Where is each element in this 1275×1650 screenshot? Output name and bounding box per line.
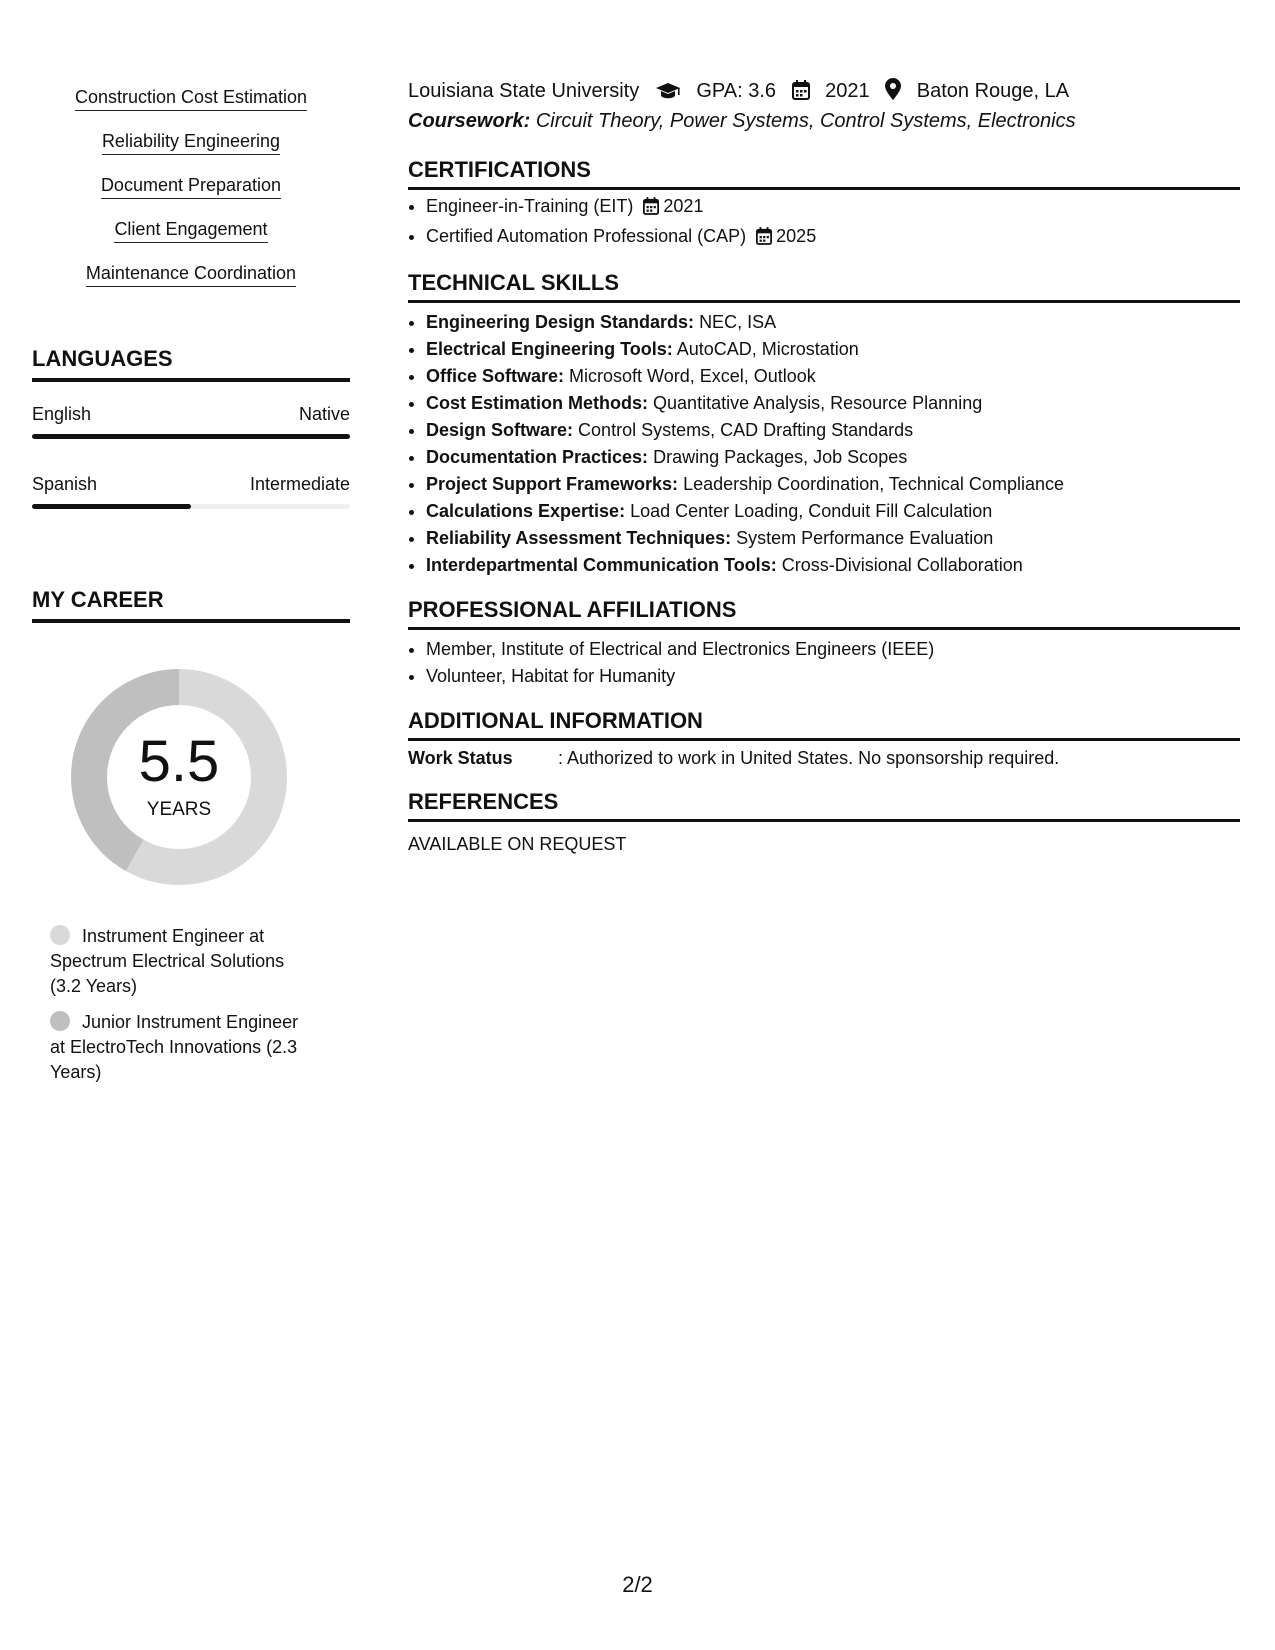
languages-heading: LANGUAGES	[32, 346, 350, 382]
skill-value: AutoCAD, Microstation	[676, 339, 859, 359]
coursework-line	[408, 110, 1076, 133]
certification-year: 2025	[776, 226, 817, 246]
skill-category: Interdepartmental Communication Tools:	[426, 555, 777, 575]
skill-category: Design Software:	[426, 420, 574, 440]
language-proficiency-bar	[32, 434, 350, 439]
career-years-unit: YEARS	[146, 799, 212, 820]
language-proficiency-bar	[32, 504, 350, 509]
list-item	[426, 525, 1064, 552]
education-line	[408, 78, 1069, 106]
language-level: Native	[298, 404, 350, 424]
certification-year: 2021	[663, 196, 704, 216]
certification-name: Certified Automation Professional (CAP)	[426, 226, 747, 246]
language-name: English	[32, 404, 92, 424]
page-number: 2/2	[622, 1572, 653, 1597]
list-item	[426, 417, 1064, 444]
career-donut-chart	[64, 662, 294, 892]
list-item	[426, 193, 816, 223]
graduation-cap-icon	[655, 82, 681, 106]
list-item	[426, 552, 1064, 579]
references-heading: REFERENCES	[408, 789, 1240, 822]
skill-tag: Client Engagement	[114, 218, 267, 243]
skill-category: Calculations Expertise:	[426, 501, 626, 521]
coursework-value: Circuit Theory, Power Systems, Control Systems, Electronics	[535, 110, 1076, 132]
list-item	[426, 309, 1064, 336]
list-item	[426, 390, 1064, 417]
legend-dot	[50, 925, 70, 945]
references-text: AVAILABLE ON REQUEST	[408, 834, 627, 854]
certifications-list	[408, 193, 816, 253]
skill-tag: Reliability Engineering	[102, 130, 280, 155]
skill-value: Microsoft Word, Excel, Outlook	[569, 366, 816, 386]
skill-category: Project Support Frameworks:	[426, 474, 679, 494]
school-name: Louisiana State University	[408, 80, 640, 102]
skill-category: Documentation Practices:	[426, 447, 649, 467]
additional-info-heading: ADDITIONAL INFORMATION	[408, 708, 1240, 741]
skills-list	[32, 86, 350, 306]
language-proficiency-fill	[32, 434, 350, 439]
skill-tag: Construction Cost Estimation	[75, 86, 307, 111]
skill-value: System Performance Evaluation	[736, 528, 994, 548]
career-legend-item	[50, 924, 318, 999]
legend-label: Instrument Engineer at Spectrum Electrical Solutions (3.2 Years)	[50, 926, 285, 996]
affiliations-heading: PROFESSIONAL AFFILIATIONS	[408, 597, 1240, 630]
skill-value: Load Center Loading, Conduit Fill Calculation	[630, 501, 993, 521]
skill-value: NEC, ISA	[699, 312, 777, 332]
technical-skills-heading: TECHNICAL SKILLS	[408, 270, 1240, 303]
skill-value: Quantitative Analysis, Resource Planning	[653, 393, 983, 413]
graduation-year: 2021	[825, 80, 870, 102]
location: Baton Rouge, LA	[916, 80, 1070, 102]
legend-dot	[50, 1011, 70, 1031]
list-item	[426, 444, 1064, 471]
skill-category: Office Software:	[426, 366, 565, 386]
list-item: • Member, Institute of Electrical and Electronics Engineers (IEEE)	[426, 636, 934, 663]
affiliations-list	[408, 636, 934, 690]
calendar-icon	[792, 80, 810, 106]
skill-category: Cost Estimation Methods:	[426, 393, 649, 413]
skill-category: Engineering Design Standards:	[426, 312, 695, 332]
calendar-icon	[643, 196, 659, 223]
list-item	[426, 498, 1064, 525]
work-status-label: Work Status	[408, 748, 513, 768]
legend-label: Junior Instrument Engineer at ElectroTech Innovations (2.3 Years)	[50, 1012, 299, 1082]
list-item: • Volunteer, Habitat for Humanity	[426, 663, 934, 690]
skill-category: Reliability Assessment Techniques:	[426, 528, 732, 548]
language-level: Intermediate	[249, 474, 350, 494]
career-legend-item	[50, 1010, 318, 1085]
work-status-line	[408, 748, 1059, 769]
list-item	[426, 223, 816, 253]
language-proficiency-fill	[32, 504, 191, 509]
list-item	[426, 336, 1064, 363]
list-item	[426, 363, 1064, 390]
gpa: GPA: 3.6	[696, 80, 777, 102]
list-item	[426, 471, 1064, 498]
skill-tag: Maintenance Coordination	[86, 262, 296, 287]
calendar-icon	[756, 226, 772, 253]
coursework-label: Coursework:	[408, 110, 531, 132]
technical-skills-list	[408, 309, 1064, 579]
skill-value: Cross-Divisional Collaboration	[781, 555, 1023, 575]
skill-value: Control Systems, CAD Drafting Standards	[578, 420, 914, 440]
certification-name: Engineer-in-Training (EIT)	[426, 196, 634, 216]
certifications-heading: CERTIFICATIONS	[408, 157, 1240, 190]
language-name: Spanish	[32, 474, 98, 494]
work-status-value: : Authorized to work in United States. No sponsorship required.	[558, 748, 1060, 768]
skill-category: Electrical Engineering Tools:	[426, 339, 673, 359]
skill-tag: Document Preparation	[101, 174, 281, 199]
career-heading: MY CAREER	[32, 587, 350, 623]
skill-value: Leadership Coordination, Technical Compliance	[683, 474, 1064, 494]
career-total-years: 5.5	[138, 729, 220, 794]
skill-value: Drawing Packages, Job Scopes	[653, 447, 908, 467]
location-pin-icon	[885, 78, 901, 106]
